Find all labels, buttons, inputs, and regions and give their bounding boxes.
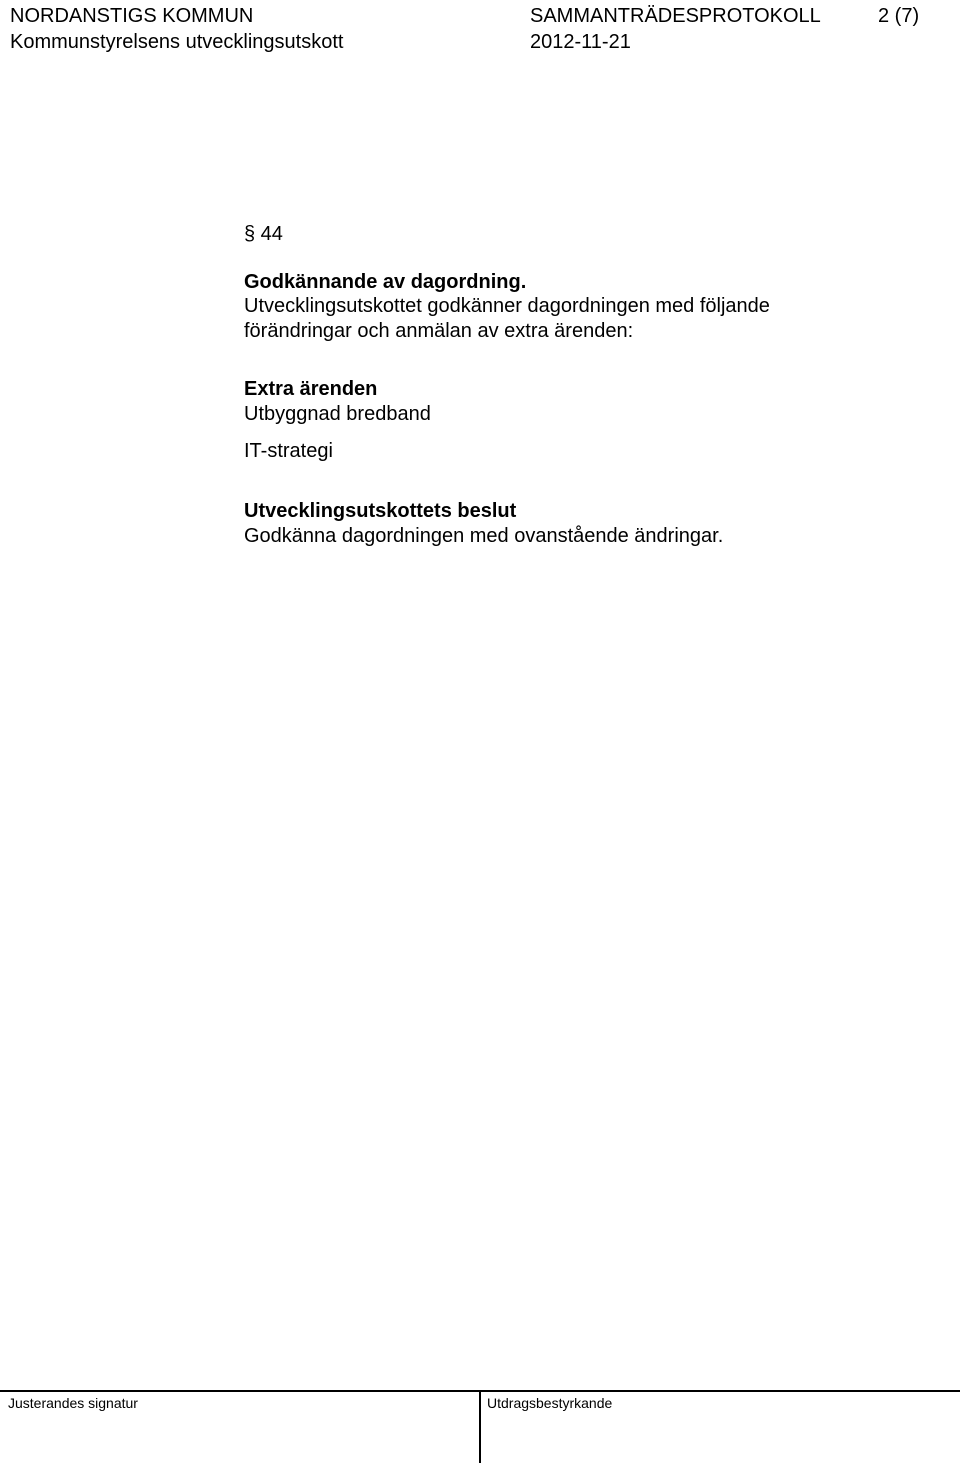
- list-item: Utbyggnad bredband: [244, 403, 431, 425]
- decision-text: Godkänna dagordningen med ovanstående ändringar.: [244, 525, 724, 547]
- footer-column-divider: [479, 1390, 481, 1463]
- section-text-line: Utvecklingsutskottet godkänner dagordningen med följande: [244, 295, 770, 317]
- committee-name: Kommunstyrelsens utvecklingsutskott: [10, 31, 344, 53]
- extract-label: Utdragsbestyrkande: [487, 1395, 613, 1411]
- signature-label: Justerandes signatur: [8, 1395, 138, 1411]
- decision-heading: Utvecklingsutskottets beslut: [244, 500, 517, 522]
- section-number: § 44: [244, 223, 283, 245]
- document-type: SAMMANTRÄDESPROTOKOLL: [530, 5, 821, 27]
- list-item: IT-strategi: [244, 440, 333, 462]
- extra-items-heading: Extra ärenden: [244, 378, 378, 400]
- section-title: Godkännande av dagordning.: [244, 271, 527, 293]
- page-number: 2 (7): [878, 5, 920, 27]
- section-text-line: förändringar och anmälan av extra ärenden:: [244, 320, 634, 342]
- meeting-date: 2012-11-21: [530, 31, 631, 53]
- municipality-name: NORDANSTIGS KOMMUN: [10, 5, 254, 27]
